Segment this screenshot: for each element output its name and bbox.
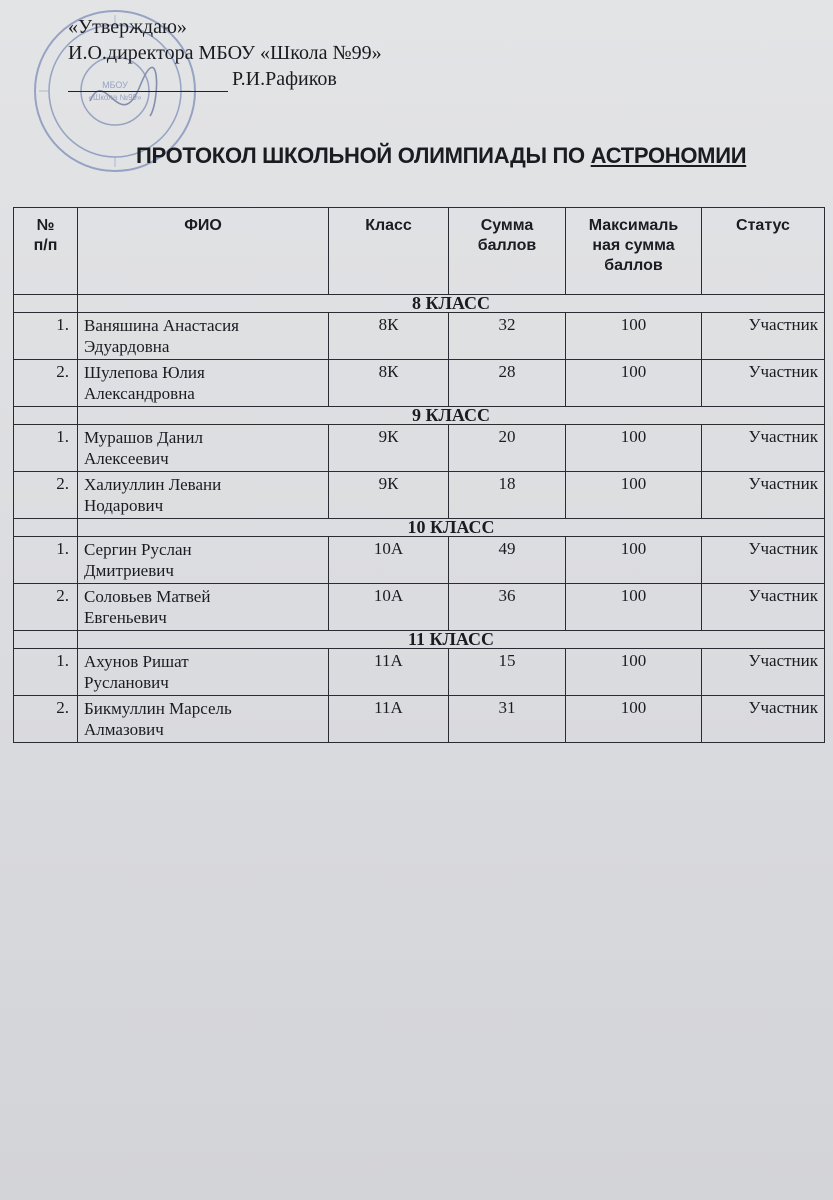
cell-fio: Шулепова Юлия Александровна [78,360,329,407]
signature-line [68,73,228,92]
cell-number: 2. [14,360,78,407]
table-row [14,584,825,631]
section-row [14,519,825,537]
cell-class: 10А [329,537,449,584]
section-label: 8 КЛАСС [78,295,825,313]
cell-max: 100 [566,696,702,743]
table-row [14,313,825,360]
cell-max: 100 [566,313,702,360]
cell-score: 28 [449,360,566,407]
cell-score: 31 [449,696,566,743]
cell-class: 9К [329,472,449,519]
cell-number: 1. [14,649,78,696]
section-label: 11 КЛАСС [78,631,825,649]
table-row [14,696,825,743]
cell-max: 100 [566,360,702,407]
cell-fio: Соловьев Матвей Евгеньевич [78,584,329,631]
cell-class: 10А [329,584,449,631]
cell-max: 100 [566,649,702,696]
cell-score: 36 [449,584,566,631]
approval-block [68,14,382,92]
cell-score: 18 [449,472,566,519]
table-row [14,537,825,584]
results-table [13,207,825,743]
header-number: № п/п [14,208,78,295]
cell-max: 100 [566,472,702,519]
cell-fio: Халиуллин Левани Нодарович [78,472,329,519]
approval-line-2: И.О.директора МБОУ «Школа №99» [68,42,382,64]
cell-class: 11А [329,649,449,696]
cell-status: Участник [702,313,825,360]
cell-number: 2. [14,472,78,519]
section-label: 9 КЛАСС [78,407,825,425]
table-row [14,472,825,519]
cell-class: 11А [329,696,449,743]
page-title [136,143,746,169]
cell-status: Участник [702,649,825,696]
cell-fio: Сергин Руслан Дмитриевич [78,537,329,584]
cell-score: 49 [449,537,566,584]
header-max: Максималь ная сумма баллов [566,208,702,295]
section-row [14,631,825,649]
cell-number: 1. [14,425,78,472]
cell-number: 2. [14,696,78,743]
section-row [14,295,825,313]
table-row [14,425,825,472]
cell-max: 100 [566,537,702,584]
director-name: Р.И.Рафиков [232,68,337,90]
cell-max: 100 [566,584,702,631]
seal-text-2: «Школа №99» [88,93,142,102]
approval-line-3 [68,66,382,92]
header-class: Класс [329,208,449,295]
cell-status: Участник [702,472,825,519]
cell-status: Участник [702,537,825,584]
header-sum: Сумма баллов [449,208,566,295]
section-row [14,407,825,425]
cell-fio: Бикмуллин Марсель Алмазович [78,696,329,743]
cell-class: 9К [329,425,449,472]
cell-fio: Мурашов Данил Алексеевич [78,425,329,472]
cell-class: 8К [329,360,449,407]
title-subject: АСТРОНОМИИ [590,143,747,168]
table-row [14,649,825,696]
cell-status: Участник [702,696,825,743]
cell-max: 100 [566,425,702,472]
table-header-row [14,208,825,295]
seal-text-1: МБОУ [102,80,128,90]
approval-line-1: «Утверждаю» [68,16,187,38]
cell-fio: Ахунов Ришат Русланович [78,649,329,696]
cell-score: 20 [449,425,566,472]
cell-class: 8К [329,313,449,360]
cell-status: Участник [702,360,825,407]
title-prefix: ПРОТОКОЛ ШКОЛЬНОЙ ОЛИМПИАДЫ ПО [136,143,591,168]
cell-status: Участник [702,425,825,472]
cell-number: 1. [14,537,78,584]
cell-number: 1. [14,313,78,360]
cell-number: 2. [14,584,78,631]
cell-fio: Ваняшина Анастасия Эдуардовна [78,313,329,360]
cell-score: 32 [449,313,566,360]
table-row [14,360,825,407]
header-status: Статус [702,208,825,295]
cell-status: Участник [702,584,825,631]
cell-score: 15 [449,649,566,696]
section-label: 10 КЛАСС [78,519,825,537]
header-fio: ФИО [78,208,329,295]
